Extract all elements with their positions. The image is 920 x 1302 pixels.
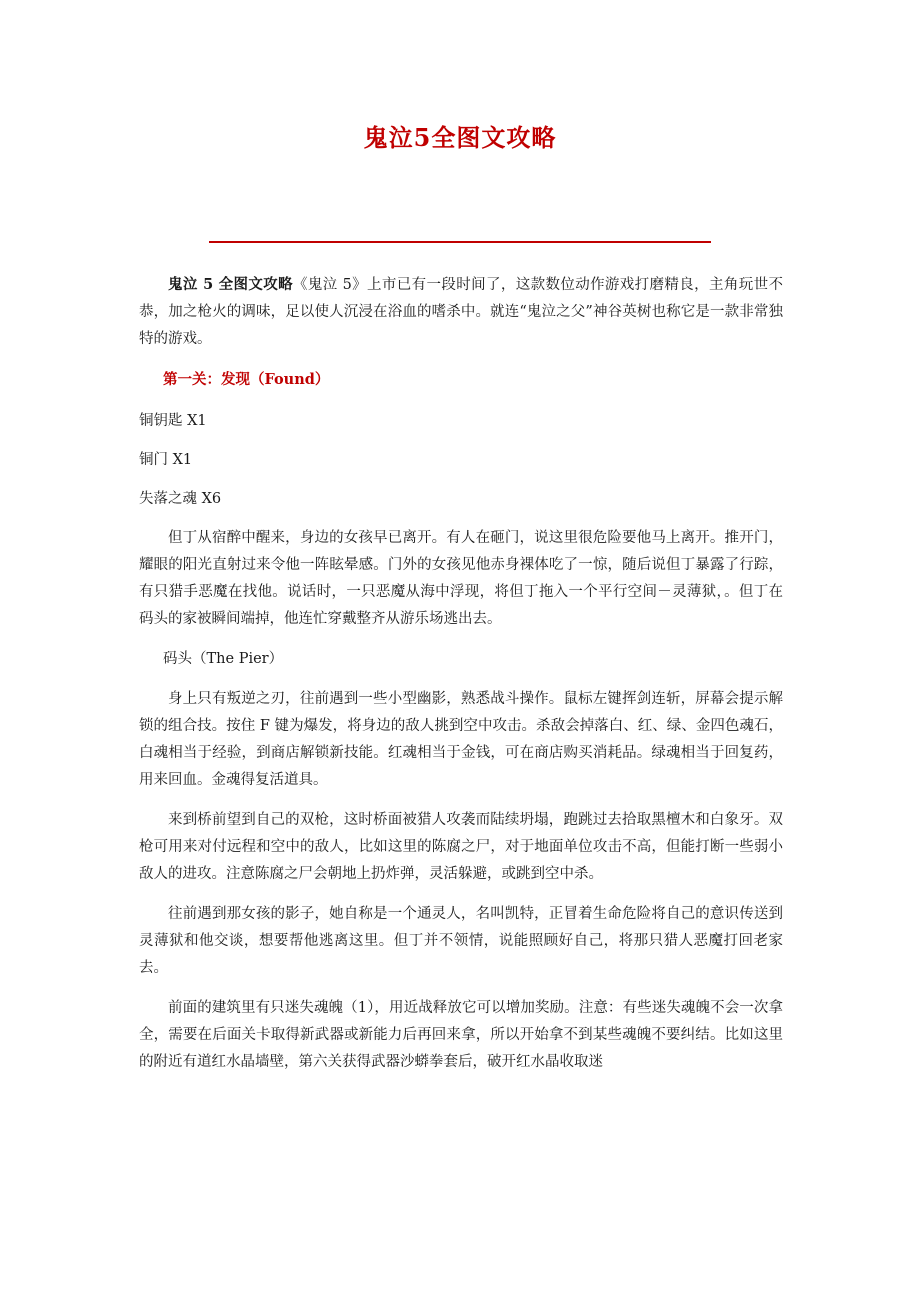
item-line-copper-door: 铜门 X1 [139, 452, 193, 468]
item-line-copper-key: 铜钥匙 X1 [139, 413, 207, 429]
item-line-lost-souls: 失落之魂 X6 [139, 491, 222, 507]
title-divider [209, 241, 711, 243]
document-title: 鬼泣5全图文攻略 [363, 123, 557, 152]
document-body [139, 271, 783, 1089]
intro-lead-bold: 鬼泣 5 全图文攻略 [168, 276, 293, 293]
kat-paragraph: 往前遇到那女孩的影子，她自称是一个通灵人，名叫凯特，正冒着生命危险将自己的意识传送到灵薄狱和他交谈，想要帮他逃离这里。但丁并不领情，说能照顾好自己，将那只猎人恶魔打回老家去。 [139, 906, 783, 976]
story-paragraph: 但丁从宿醉中醒来，身边的女孩早已离开。有人在砸门，说这里很危险要他马上离开。推开门，耀眼的阳光直射过来令他一阵眩晕感。门外的女孩见他赤身裸体吃了一惊，随后说但丁暴露了行踪，有只猎手恶魔在找他。说话时，一只恶魔从海中浮现，将但丁拖入一个平行空间－灵薄狱，。但丁在码头的家被瞬间端掉，他连忙穿戴整齐从游乐场逃出去。 [139, 530, 783, 627]
intro-paragraph [139, 271, 783, 353]
level-heading: 第一关：发现（Found） [163, 371, 330, 388]
lost-soul-paragraph: 前面的建筑里有只迷失魂魄（1），用近战释放它可以增加奖励。注意：有些迷失魂魄不会一次拿全，需要在后面关卡取得新武器或新能力后再回来拿，所以开始拿不到某些魂魄不要纠结。比如这里的附近有道红水晶墙壁，第六关获得武器沙蟒拳套后，破开红水晶收取迷 [139, 1000, 783, 1070]
section-heading-pier: 码头（The Pier） [163, 651, 284, 667]
intro-text: 《鬼泣 5》上市已有一段时间了，这款数位动作游戏打磨精良，主角玩世不恭，加之枪火的调味，足以使人沉浸在浴血的嗜杀中。就连“鬼泣之父”神谷英树也称它是一款非常独特的游戏。 [139, 277, 783, 347]
bridge-paragraph: 来到桥前望到自己的双枪，这时桥面被猎人攻袭而陆续坍塌，跑跳过去拾取黑檀木和白象牙。双枪可用来对付远程和空中的敌人，比如这里的陈腐之尸，对于地面单位攻击不高，但能打断一些弱小敌人的进攻。注意陈腐之尸会朝地上扔炸弹，灵活躲避，或跳到空中杀。 [139, 812, 783, 882]
combat-paragraph: 身上只有叛逆之刃，往前遇到一些小型幽影，熟悉战斗操作。鼠标左键挥剑连斩，屏幕会提示解锁的组合技。按住 F 键为爆发，将身边的敌人挑到空中攻击。杀敌会掉落白、红、绿、金四色魂石，白魂相当于经验，到商店解锁新技能。红魂相当于金钱，可在商店购买消耗品。绿魂相当于回复药，用来回血。金魂得复活道具。 [139, 691, 783, 788]
